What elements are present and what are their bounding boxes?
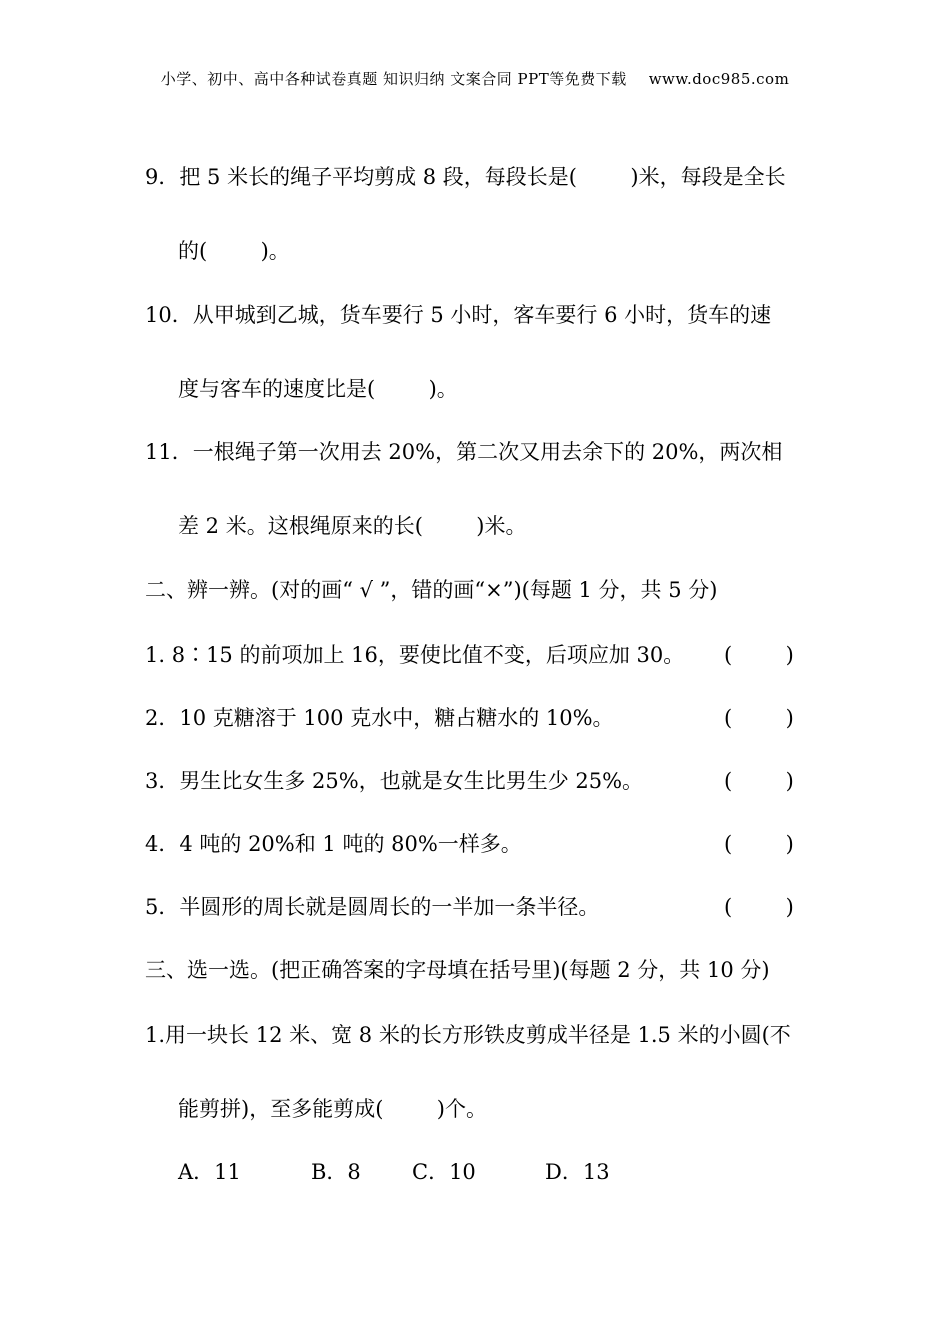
question-11-line-2: 差 2 米。这根绳原来的长( )米。 — [178, 514, 527, 538]
option-a: A．11 — [178, 1160, 241, 1184]
choice-question-1-line-1: 1.用一块长 12 米、宽 8 米的长方形铁皮剪成半径是 1.5 米的小圆(不 — [145, 1023, 791, 1047]
answer-paren-3: ( ) — [724, 769, 794, 793]
answer-paren-5: ( ) — [724, 895, 794, 919]
section-2-title: 二、辨一辨。(对的画“ √ ”，错的画“×”)(每题 1 分，共 5 分) — [145, 578, 718, 602]
answer-paren-4: ( ) — [724, 832, 794, 856]
question-11-line-1: 11．一根绳子第一次用去 20%，第二次又用去余下的 20%，两次相 — [145, 440, 783, 464]
judge-item-2: 2．10 克糖溶于 100 克水中，糖占糖水的 10%。 — [145, 706, 614, 730]
header-site: www.doc985.com — [648, 70, 790, 88]
page-header — [0, 68, 950, 89]
question-9-line-2: 的( )。 — [178, 239, 290, 263]
answer-paren-2: ( ) — [724, 706, 794, 730]
option-d: D．13 — [545, 1160, 610, 1184]
choice-question-1-line-2: 能剪拼)，至多能剪成( )个。 — [178, 1097, 487, 1121]
answer-paren-1: ( ) — [724, 643, 794, 667]
judge-item-5: 5．半圆形的周长就是圆周长的一半加一条半径。 — [145, 895, 600, 919]
judge-item-1: 1. 8∶15 的前项加上 16，要使比值不变，后项应加 30。 — [145, 643, 685, 667]
option-c: C．10 — [412, 1160, 476, 1184]
header-text: 小学、初中、高中各种试卷真题 知识归纳 文案合同 PPT等免费下载 — [160, 70, 627, 88]
judge-item-4: 4．4 吨的 20%和 1 吨的 80%一样多。 — [145, 832, 522, 856]
judge-item-3: 3．男生比女生多 25%，也就是女生比男生少 25%。 — [145, 769, 644, 793]
question-9-line-1: 9．把 5 米长的绳子平均剪成 8 段，每段长是( )米，每段是全长 — [145, 165, 786, 189]
option-b: B．8 — [311, 1160, 361, 1184]
section-3-title: 三、选一选。(把正确答案的字母填在括号里)(每题 2 分，共 10 分) — [145, 958, 770, 982]
question-10-line-2: 度与客车的速度比是( )。 — [178, 377, 458, 401]
question-10-line-1: 10．从甲城到乙城，货车要行 5 小时，客车要行 6 小时，货车的速 — [145, 303, 772, 327]
